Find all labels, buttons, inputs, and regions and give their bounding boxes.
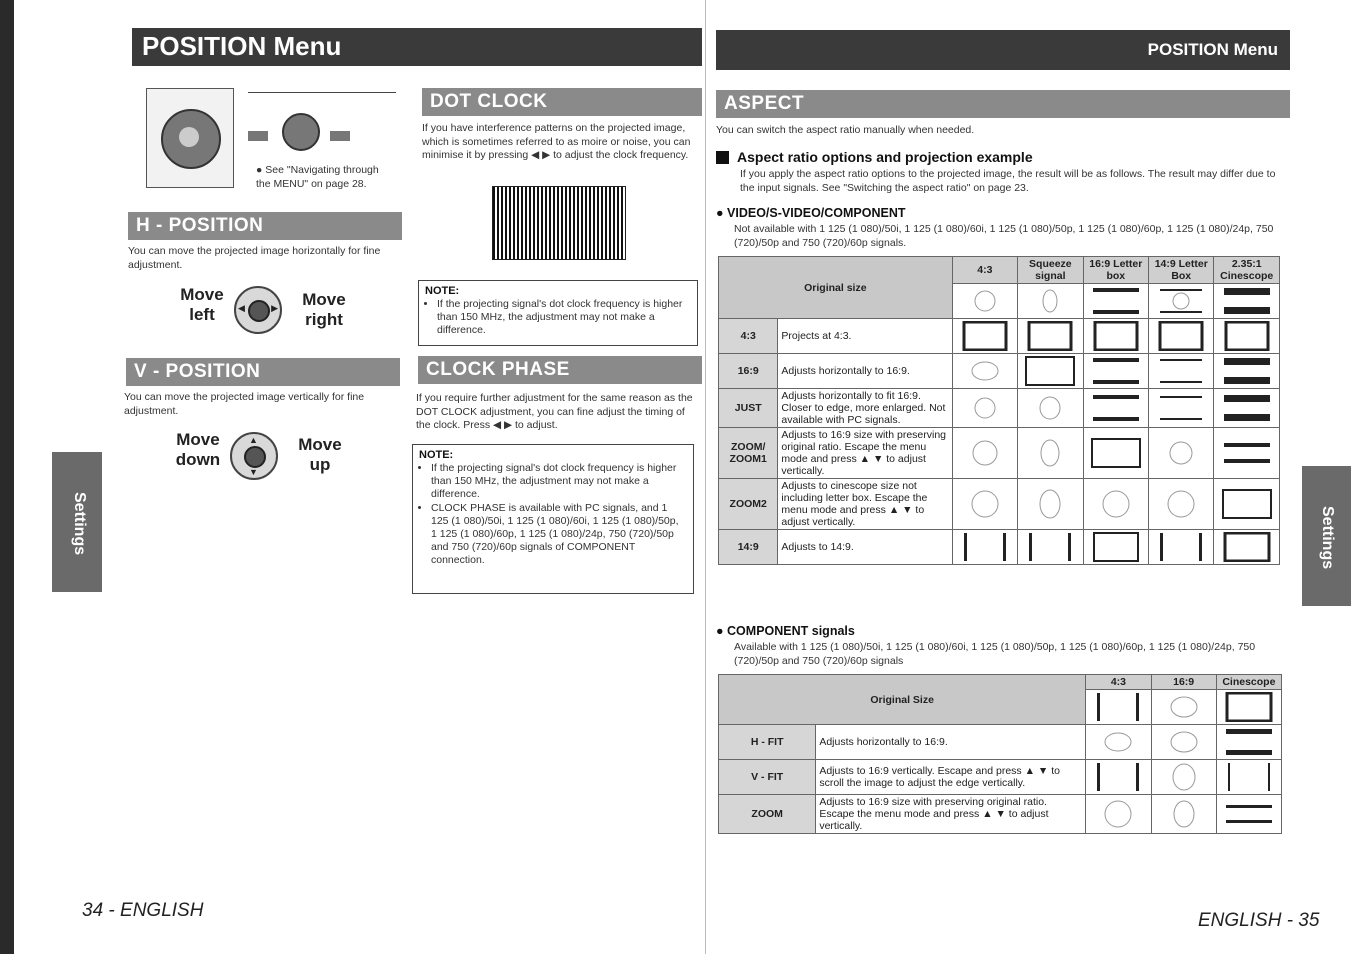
move-right-label: Move right [302,290,346,329]
settings-tab-right-label: Settings [1319,506,1336,570]
dot-clock-desc: If you have interference patterns on the projected image, which is sometimes referred to as moire or noise, you can minimise it by pressing ◀ ▶ to adjust the clock frequency. [422,122,691,161]
video-col-squeeze: Squeeze signal [1018,257,1083,284]
left-header [132,28,702,66]
aspect-example-icon [952,530,1017,565]
component-col-16-9: 16:9 [1151,675,1216,690]
page-edge [0,0,14,954]
settings-tab-left [52,452,102,592]
aspect-example-icon [1083,354,1148,389]
dot-clock-title [422,88,702,116]
h-position-dial: ◀ ▶ [234,286,282,334]
component-example-icon [1086,725,1151,760]
component-col-cinescope: Cinescope [1216,675,1281,690]
aspect-example-icon [1214,530,1280,565]
orig-43-icon [952,284,1017,319]
v-position-title-text: V - POSITION [134,361,261,382]
video-row-label: ZOOM2 [719,479,778,530]
component-row-label: ZOOM [719,795,816,834]
component-example-icon [1151,795,1216,834]
orig-149lb-icon [1149,284,1214,319]
aspect-example-icon [1214,389,1280,428]
aspect-subtitle-text: Aspect ratio options and projection example [737,149,1033,165]
clock-phase-title-text: CLOCK PHASE [426,359,570,380]
video-row-desc: Adjusts to 14:9. [778,530,952,565]
aspect-example-icon [1083,319,1148,354]
video-title-text: VIDEO/S-VIDEO/COMPONENT [727,206,906,220]
aspect-sub-desc: If you apply the aspect ratio options to the projected image, the result will be as follows. The result may differ due to the input signals. See "Switching the aspect ratio" on page 23. [740,168,1276,194]
comp-orig-169-icon [1151,690,1216,725]
remote-note-text: See "Navigating through the MENU" on page 28. [256,164,379,190]
component-example-icon [1216,760,1281,795]
component-row-desc: Adjusts to 16:9 vertically. Escape and press ▲ ▼ to scroll the image to adjust the edge vertically. [816,760,1086,795]
remote-illustration [146,88,234,188]
dot-clock-note-title: NOTE: [425,285,460,297]
aspect-subtitle [716,149,1033,165]
video-col-4-3: 4:3 [952,257,1017,284]
aspect-example-icon [1214,319,1280,354]
left-footer: 34 - ENGLISH [82,900,204,921]
component-table [718,674,1282,834]
aspect-title [716,90,1290,118]
video-row-desc: Adjusts horizontally to 16:9. [778,354,952,389]
video-row-desc: Adjusts horizontally to fit 16:9. Closer to edge, more enlarged. Not available with PC signals. [778,389,952,428]
left-header-title: POSITION Menu [142,31,342,61]
menu-keys-illustration [248,92,396,155]
component-example-icon [1086,795,1151,834]
comp-orig-43-icon [1086,690,1151,725]
aspect-example-icon [1214,354,1280,389]
video-col-cinescope: 2.35:1 Cinescope [1214,257,1280,284]
h-position-title [128,212,402,240]
component-title: ● COMPONENT signals [716,624,855,638]
aspect-example-icon [1149,319,1214,354]
right-header-title: POSITION Menu [1147,40,1278,59]
clock-phase-desc-text: If you require further adjustment for the same reason as the DOT CLOCK adjustment, you can fine adjust the timing of the clock. Press ◀ ▶ to adjust. [416,392,693,431]
aspect-example-icon [1083,389,1148,428]
component-row-label: V - FIT [719,760,816,795]
aspect-example-icon [952,479,1017,530]
component-row-desc: Adjusts to 16:9 size with preserving original ratio. Escape the menu mode and press ▲ ▼ to adjust vertically. [816,795,1086,834]
dot-clock-note-item: • If the projecting signal's dot clock frequency is higher than 150 MHz, the adjustment may not make a difference. [437,298,691,337]
aspect-desc: You can switch the aspect ratio manually when needed. [716,124,975,136]
aspect-example-icon [952,354,1017,389]
video-col-14-9-letterbox: 14:9 Letter Box [1149,257,1214,284]
component-example-icon [1151,725,1216,760]
h-position-title-text: H - POSITION [136,215,264,236]
video-row-label: 4:3 [719,319,778,354]
comp-orig-cine-icon [1216,690,1281,725]
right-page [706,0,1351,954]
aspect-example-icon [1214,428,1280,479]
v-position-title [126,358,400,386]
aspect-example-icon [1149,479,1214,530]
aspect-example-icon [1018,319,1083,354]
aspect-example-icon [1018,389,1083,428]
video-row-label: ZOOM/ ZOOM1 [719,428,778,479]
aspect-example-icon [1149,389,1214,428]
clock-phase-desc [416,392,698,433]
component-row-desc: Adjusts horizontally to 16:9. [816,725,1086,760]
aspect-example-icon [1083,479,1148,530]
aspect-example-icon [1018,428,1083,479]
component-col-4-3: 4:3 [1086,675,1151,690]
component-original-label: Original Size [870,693,934,706]
video-table [718,256,1280,565]
video-desc: Not available with 1 125 (1 080)/50i, 1 125 (1 080)/60i, 1 125 (1 080)/50p, 1 125 (1 080)/60p, 1 125 (1 080)/24p, 750 (720)/50p and 750 (720)/60p signals. [734,223,1274,249]
aspect-example-icon [1214,479,1280,530]
remote-note: ● See "Navigating through the MENU" on page 28. [256,164,379,190]
component-row-label: H - FIT [719,725,816,760]
video-title: ● VIDEO/S-VIDEO/COMPONENT [716,206,906,220]
video-original-label: Original size [804,281,867,294]
v-position-desc: You can move the projected image vertically for fine adjustment. [124,391,365,417]
move-left-label: Move left [180,285,224,324]
video-row-desc: Projects at 4:3. [778,319,952,354]
clock-phase-title [418,356,702,384]
dot-clock-title-text: DOT CLOCK [430,91,548,112]
component-example-icon [1151,760,1216,795]
component-title-text: COMPONENT signals [727,624,855,638]
component-example-icon [1216,795,1281,834]
orig-squeeze-icon [1018,284,1083,319]
clock-phase-note [412,444,694,594]
orig-169lb-icon [1083,284,1148,319]
clock-phase-note-title: NOTE: [419,449,454,461]
h-position-desc: You can move the projected image horizontally for fine adjustment. [128,245,381,271]
aspect-example-icon [952,389,1017,428]
aspect-example-icon [1018,479,1083,530]
clock-phase-note-item-2: • CLOCK PHASE is available with PC signals, and 1 125 (1 080)/50i, 1 125 (1 080)/60i, 1 125 (1 080)/50p, 1 125 (1 080)/60p, 1 125 (1 080)/24p, 750 (720)/50p and 750 (720)/60p signals of COMPONENT connection. [431,502,687,567]
aspect-example-icon [1149,428,1214,479]
right-footer: ENGLISH - 35 [1198,910,1320,931]
video-row-label: 16:9 [719,354,778,389]
aspect-example-icon [1149,530,1214,565]
aspect-example-icon [952,319,1017,354]
aspect-example-icon [1083,530,1148,565]
v-position-dial: ▲ ▼ [230,432,278,480]
aspect-example-icon [1018,530,1083,565]
video-row-desc: Adjusts to 16:9 size with preserving original ratio. Escape the menu mode and press ▲ ▼ to adjust vertically. [778,428,952,479]
video-row-label: JUST [719,389,778,428]
move-up-label: Move up [298,435,342,474]
orig-cinescope-icon [1214,284,1280,319]
aspect-example-icon [1149,354,1214,389]
dot-clock-note [418,280,698,346]
video-row-desc: Adjusts to cinescope size not including letter box. Escape the menu mode and press ▲ ▼ to adjust vertically. [778,479,952,530]
video-col-16-9-letterbox: 16:9 Letter box [1083,257,1148,284]
aspect-example-icon [1018,354,1083,389]
aspect-example-icon [952,428,1017,479]
aspect-title-text: ASPECT [724,93,805,114]
move-down-label: Move down [175,430,221,469]
component-example-icon [1086,760,1151,795]
component-desc: Available with 1 125 (1 080)/50i, 1 125 (1 080)/60i, 1 125 (1 080)/50p, 1 125 (1 080)/60p, 1 125 (1 080)/24p, 750 (720)/50p and 750 (720)/60p signals [734,641,1256,667]
component-example-icon [1216,725,1281,760]
settings-tab-left-label: Settings [71,492,88,556]
settings-tab-right [1302,466,1351,606]
aspect-example-icon [1083,428,1148,479]
video-row-label: 14:9 [719,530,778,565]
right-header [716,30,1290,70]
moire-pattern [492,186,626,260]
clock-phase-note-item-1: • If the projecting signal's dot clock frequency is higher than 150 MHz, the adjustment may not make a difference. [431,462,687,501]
